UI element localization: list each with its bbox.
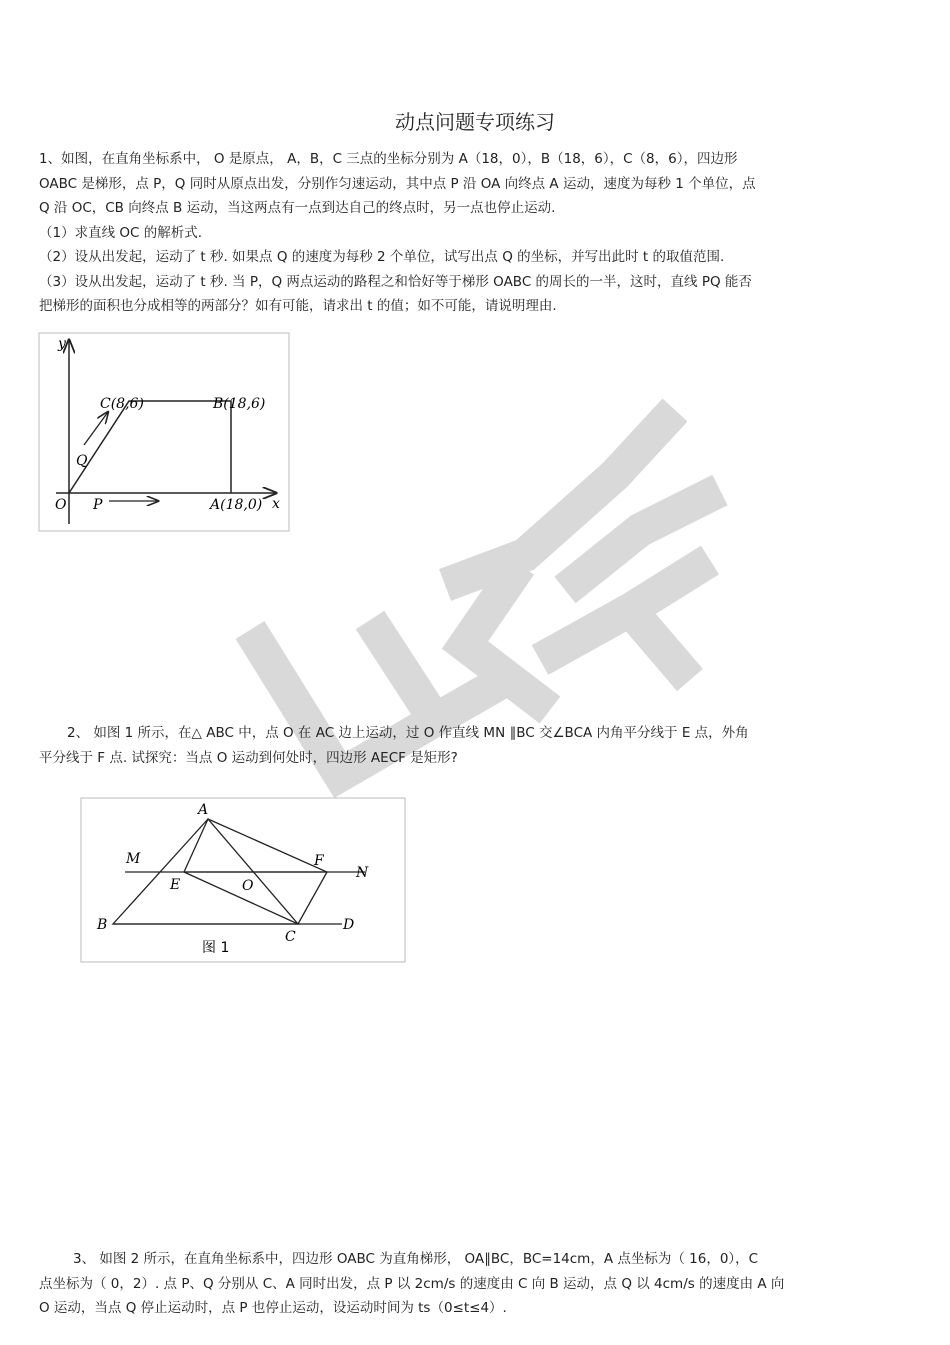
point-m-label: M <box>126 851 141 867</box>
point-a-label: A(18,0) <box>210 497 263 513</box>
problem-1-line: （1）求直线 OC 的解析式. <box>39 224 203 241</box>
point-q-label: Q <box>76 453 88 469</box>
problem-2-line: 2、 如图 1 所示，在△ ABC 中，点 O 在 AC 边上运动，过 O 作直线 MN ∥BC 交∠BCA 内角平分线于 E 点，外角 <box>67 725 749 741</box>
y-axis-label: y <box>58 336 66 352</box>
point-f-label: F <box>314 853 324 869</box>
point-p-label: P <box>93 497 103 513</box>
problem-3-text <box>39 1247 911 1321</box>
point-c-label: C <box>285 929 296 945</box>
point-o-label: O <box>242 878 254 894</box>
triangle-figure <box>80 797 406 963</box>
problem-1-line: Q 沿 OC，CB 向终点 B 运动，当这两点有一点到达自己的终点时，另一点也停止运动. <box>39 200 556 216</box>
point-c-label: C(8,6) <box>100 396 144 412</box>
problem-1-text <box>39 147 911 319</box>
watermark-stroke <box>445 410 675 585</box>
figure-caption: 图 1 <box>202 940 230 956</box>
problem-2-line: 平分线于 F 点. 试探究：当点 O 运动到何处时，四边形 AECF 是矩形? <box>39 749 458 766</box>
problem-1-line: 1、如图，在直角坐标系中， O 是原点， A，B，C 三点的坐标分别为 A（18，0），B（18，6），C（8，6），四边形 <box>39 151 738 167</box>
problem-1-line: （2）设从出发起，运动了 t 秒. 如果点 Q 的速度为每秒 2 个单位，试写出点 Q 的坐标，并写出此时 t 的取值范围. <box>39 249 725 265</box>
point-b-label: B <box>97 917 108 933</box>
problem-1-line: 把梯形的面积也分成相等的两部分？如有可能，请求出 t 的值；如不可能，请说明理由. <box>39 298 557 314</box>
x-axis-label: x <box>272 496 280 512</box>
problem-1-line: OABC 是梯形，点 P，Q 同时从原点出发，分别作匀速运动，其中点 P 沿 OA 向终点 A 运动，速度为每秒 1 个单位，点 <box>39 175 756 192</box>
point-e-label: E <box>170 877 181 893</box>
point-n-label: N <box>356 865 369 881</box>
origin-label: O <box>55 497 67 513</box>
problem-2-text <box>39 721 911 770</box>
point-b-label: B(18,6) <box>213 396 266 412</box>
watermark-stroke <box>630 610 690 680</box>
problem-1-line: （3）设从出发起，运动了 t 秒. 当 P，Q 两点运动的路程之和恰好等于梯形 OABC 的周长的一半，这时，直线 PQ 能否 <box>39 273 752 290</box>
problem-3-line: 点坐标为（ 0，2）. 点 P、Q 分别从 C、A 同时出发，点 P 以 2cm/s 的速度由 C 向 B 运动，点 Q 以 4cm/s 的速度由 A 向 <box>39 1275 785 1292</box>
point-d-label: D <box>343 917 355 933</box>
problem-3-line: O 运动，当点 Q 停止运动时，点 P 也停止运动，设运动时间为 ts（0≤t≤4）. <box>39 1300 507 1316</box>
point-a-label: A <box>198 802 209 818</box>
problem-3-line: 3、 如图 2 所示，在直角坐标系中，四边形 OABC 为直角梯形， OA∥BC，BC=14cm，A 点坐标为（ 16，0），C <box>73 1251 759 1267</box>
page-title: 动点问题专项练习 <box>395 110 555 134</box>
